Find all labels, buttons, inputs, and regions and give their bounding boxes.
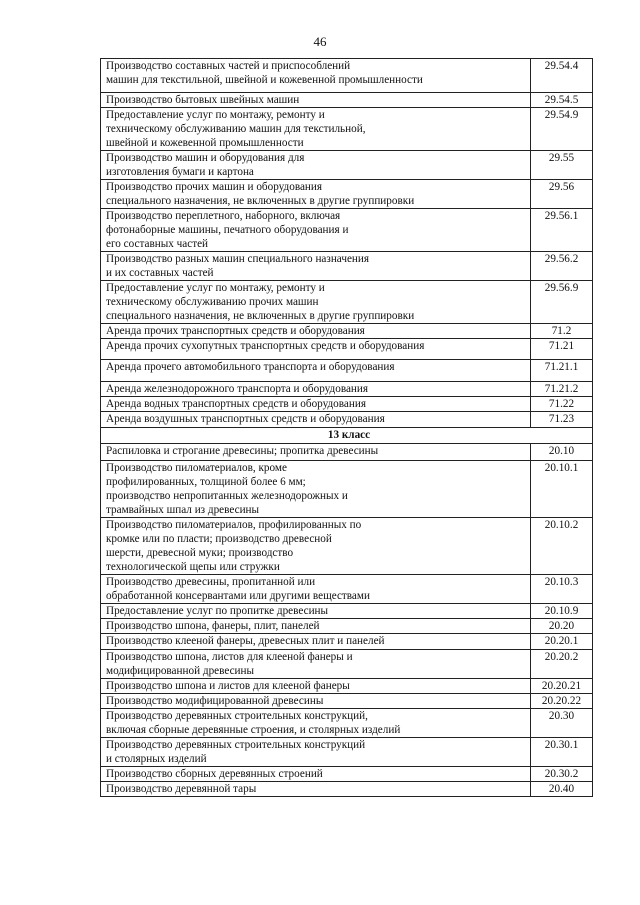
table-row — [101, 444, 593, 461]
activity-code-cell: 29.54.5 — [531, 93, 593, 108]
activity-name-line: профилированных, толщиной более 6 мм; — [106, 476, 306, 488]
activity-name-line: Производство сборных деревянных строений — [106, 768, 323, 780]
activity-code-cell: 29.54.9 — [531, 108, 593, 151]
activity-code-cell: 20.20.21 — [531, 679, 593, 694]
activity-name-cell — [101, 382, 531, 397]
activity-name-line: технологической щепы или стружки — [106, 561, 280, 573]
activity-name-line: Распиловка и строгание древесины; пропитка древесины — [106, 445, 379, 457]
activity-code-cell: 71.21 — [531, 339, 593, 360]
activity-code-cell: 20.10.1 — [531, 461, 593, 518]
activity-name-line: шерсти, древесной муки; производство — [106, 547, 294, 559]
activity-name-line: Производство деревянных строительных конструкций — [106, 739, 366, 751]
table-row — [101, 252, 593, 281]
activity-name-cell — [101, 339, 531, 360]
activity-name-line: техническому обслуживанию прочих машин — [106, 296, 319, 308]
activity-name-line: специального назначения, не включенных в другие группировки — [106, 310, 415, 322]
table-row — [101, 108, 593, 151]
table-row — [101, 738, 593, 767]
activity-name-cell — [101, 444, 531, 461]
activity-name-cell — [101, 650, 531, 679]
activity-name-line: обработанной консервантами или другими веществами — [106, 590, 370, 602]
table-row — [101, 339, 593, 360]
activity-name-line: включая сборные деревянные строения, и столярных изделий — [106, 724, 401, 736]
table-row — [101, 650, 593, 679]
activity-name-cell — [101, 604, 531, 619]
activity-code-cell: 20.20.1 — [531, 634, 593, 650]
activity-code-cell: 71.22 — [531, 397, 593, 412]
activity-name-line: Производство пиломатериалов, профилированных по — [106, 519, 362, 531]
activity-code-cell: 29.56 — [531, 180, 593, 209]
activity-name-line: Производство модифицированной древесины — [106, 695, 324, 707]
activity-name-line: Производство шпона и листов для клееной фанеры — [106, 680, 350, 692]
table-row — [101, 59, 593, 93]
activity-name-line: швейной и кожевенной промышленности — [106, 137, 304, 149]
activity-name-line: Производство деревянных строительных конструкций, — [106, 710, 368, 722]
activity-name-cell — [101, 108, 531, 151]
activity-name-line: Производство деревянной тары — [106, 783, 257, 795]
activity-code-cell: 29.56.9 — [531, 281, 593, 324]
table-row — [101, 461, 593, 518]
activity-code-cell: 29.55 — [531, 151, 593, 180]
activity-name-cell — [101, 694, 531, 709]
activity-name-line: Предоставление услуг по пропитке древесины — [106, 605, 329, 617]
activity-name-cell — [101, 634, 531, 650]
activity-name-cell — [101, 782, 531, 797]
activity-code-cell: 71.21.2 — [531, 382, 593, 397]
activity-name-cell — [101, 461, 531, 518]
classification-table — [100, 58, 593, 797]
activity-name-cell — [101, 709, 531, 738]
activity-name-line: модифицированной древесины — [106, 665, 255, 677]
activity-name-line: Аренда прочих транспортных средств и оборудования — [106, 325, 365, 337]
activity-name-line: Производство шпона, фанеры, плит, панелей — [106, 620, 320, 632]
activity-name-cell — [101, 360, 531, 382]
table-row — [101, 782, 593, 797]
activity-name-line: трамвайных шпал из древесины — [106, 504, 260, 516]
activity-code-cell: 20.10 — [531, 444, 593, 461]
activity-name-line: и столярных изделий — [106, 753, 207, 765]
activity-name-line: Производство клееной фанеры, древесных плит и панелей — [106, 635, 385, 647]
activity-name-line: и их составных частей — [106, 267, 214, 279]
class-heading-row — [101, 428, 593, 444]
activity-name-cell — [101, 575, 531, 604]
activity-name-line: специального назначения, не включенных в другие группировки — [106, 195, 415, 207]
table-row — [101, 209, 593, 252]
table-row — [101, 694, 593, 709]
table-row — [101, 180, 593, 209]
activity-code-cell: 20.30.1 — [531, 738, 593, 767]
activity-name-cell — [101, 151, 531, 180]
activity-code-cell: 20.20.22 — [531, 694, 593, 709]
activity-name-cell — [101, 679, 531, 694]
activity-name-cell — [101, 412, 531, 428]
activity-code-cell: 71.21.1 — [531, 360, 593, 382]
table-row — [101, 634, 593, 650]
table-row — [101, 360, 593, 382]
activity-name-cell — [101, 180, 531, 209]
activity-name-line: Производство пиломатериалов, кроме — [106, 462, 287, 474]
activity-name-line: Производство древесины, пропитанной или — [106, 576, 316, 588]
activity-name-cell — [101, 281, 531, 324]
activity-code-cell: 20.20 — [531, 619, 593, 634]
activity-name-line: Производство разных машин специального назначения — [106, 253, 370, 265]
activity-name-line: Аренда прочих сухопутных транспортных средств и оборудования — [106, 340, 425, 352]
activity-name-cell — [101, 209, 531, 252]
activity-name-line: Производство шпона, листов для клееной фанеры и — [106, 651, 353, 663]
activity-name-cell — [101, 252, 531, 281]
table-row — [101, 604, 593, 619]
activity-name-line: кромке или по пласти; производство древесной — [106, 533, 332, 545]
activity-code-cell: 20.30 — [531, 709, 593, 738]
activity-name-line: машин для текстильной, швейной и кожевенной промышленности — [106, 74, 423, 86]
activity-name-line: Аренда водных транспортных средств и оборудования — [106, 398, 366, 410]
activity-name-line: Аренда прочего автомобильного транспорта и оборудования — [106, 361, 395, 373]
table-row — [101, 93, 593, 108]
class-heading: 13 класс — [101, 428, 593, 444]
table-row — [101, 575, 593, 604]
table-row — [101, 151, 593, 180]
table-row — [101, 397, 593, 412]
activity-name-line: его составных частей — [106, 238, 209, 250]
table-row — [101, 679, 593, 694]
activity-code-cell: 20.10.3 — [531, 575, 593, 604]
activity-name-line: Предоставление услуг по монтажу, ремонту и — [106, 282, 325, 294]
activity-code-cell: 29.54.4 — [531, 59, 593, 93]
activity-code-cell: 20.20.2 — [531, 650, 593, 679]
activity-code-cell: 71.2 — [531, 324, 593, 339]
activity-name-line: Аренда воздушных транспортных средств и оборудования — [106, 413, 385, 425]
activity-name-line: Предоставление услуг по монтажу, ремонту и — [106, 109, 325, 121]
activity-name-line: Аренда железнодорожного транспорта и оборудования — [106, 383, 369, 395]
activity-name-cell — [101, 93, 531, 108]
activity-name-line: Производство составных частей и приспособлений — [106, 60, 351, 72]
activity-code-cell: 29.56.2 — [531, 252, 593, 281]
activity-name-line: фотонаборные машины, печатного оборудования и — [106, 224, 349, 236]
activity-name-line: Производство машин и оборудования для — [106, 152, 305, 164]
table-row — [101, 281, 593, 324]
activity-code-cell: 20.30.2 — [531, 767, 593, 782]
activity-code-cell: 20.10.9 — [531, 604, 593, 619]
activity-name-line: Производство переплетного, наборного, включая — [106, 210, 341, 222]
table-body — [101, 59, 593, 797]
activity-name-cell — [101, 397, 531, 412]
activity-name-line: техническому обслуживанию машин для текстильной, — [106, 123, 366, 135]
activity-code-cell: 71.23 — [531, 412, 593, 428]
activity-name-cell — [101, 738, 531, 767]
activity-code-cell: 20.10.2 — [531, 518, 593, 575]
activity-code-cell: 20.40 — [531, 782, 593, 797]
table-row — [101, 324, 593, 339]
activity-name-cell — [101, 767, 531, 782]
table-row — [101, 382, 593, 397]
activity-name-line: изготовления бумаги и картона — [106, 166, 254, 178]
activity-name-cell — [101, 59, 531, 93]
activity-name-cell — [101, 619, 531, 634]
table-row — [101, 709, 593, 738]
activity-name-line: производство непропитанных железнодорожных и — [106, 490, 348, 502]
table-row — [101, 767, 593, 782]
table-row — [101, 412, 593, 428]
table-row — [101, 518, 593, 575]
activity-name-cell — [101, 518, 531, 575]
table-row — [101, 619, 593, 634]
activity-name-cell — [101, 324, 531, 339]
activity-code-cell: 29.56.1 — [531, 209, 593, 252]
page-number: 46 — [313, 34, 327, 49]
activity-name-line: Производство бытовых швейных машин — [106, 94, 300, 106]
activity-name-line: Производство прочих машин и оборудования — [106, 181, 323, 193]
